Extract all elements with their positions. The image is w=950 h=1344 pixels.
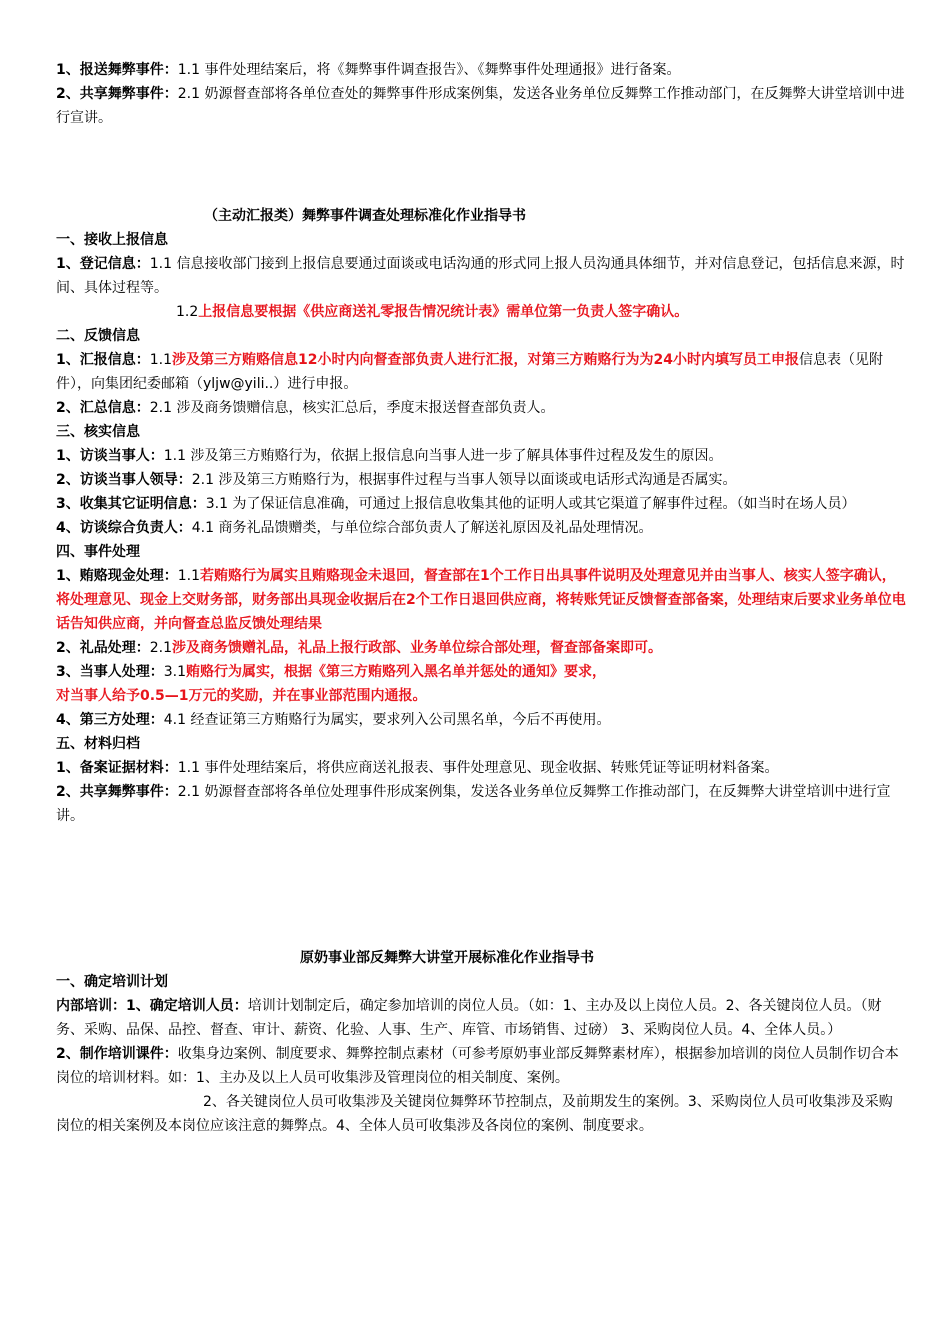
heading-verify: 三、核实信息 <box>56 424 140 440</box>
num: 2.1 <box>149 640 173 656</box>
num: 1.2 <box>176 304 199 320</box>
section-2-title: （主动汇报类）舞弊事件调查处理标准化作业指导书 <box>204 208 526 224</box>
label: 内部培训：1、确定培训人员： <box>56 998 248 1014</box>
section-2 <box>56 204 906 828</box>
label: 1、备案证据材料： <box>56 760 178 776</box>
text: 2.1 涉及第三方贿赂行为，根据事件过程与当事人领导以面谈或电话形式沟通是否属实。 <box>191 472 737 488</box>
red-text: 涉及商务馈赠礼品，礼品上报行政部、业务单位综合部处理，督查部备案即可。 <box>172 640 663 656</box>
section-1 <box>56 58 906 130</box>
label: 3、收集其它证明信息： <box>56 496 206 512</box>
heading-training-plan: 一、确定培训计划 <box>56 974 168 990</box>
text: 4.1 商务礼品馈赠类，与单位综合部负责人了解送礼原因及礼品处理情况。 <box>191 520 653 536</box>
label: 2、礼品处理： <box>56 640 150 656</box>
para-party-handling <box>56 660 906 684</box>
label: 1、报送舞弊事件： <box>56 62 178 78</box>
para-register-2 <box>56 300 906 324</box>
label: 4、访谈综合负责人： <box>56 520 192 536</box>
label: 1、登记信息： <box>56 256 150 272</box>
num: 1.1 <box>177 568 201 584</box>
num: 3.1 <box>163 664 187 680</box>
label: 2、共享舞弊事件： <box>56 784 178 800</box>
para-share-cases <box>56 780 906 828</box>
para-interview-admin <box>56 516 906 540</box>
para-third-party <box>56 708 906 732</box>
label: 3、当事人处理： <box>56 664 164 680</box>
text: 1.1 信息接收部门接到上报信息要通过面谈或电话沟通的形式同上报人员沟通具体细节，并对信息登记，包括信息来源，时间、具体过程等。 <box>56 256 905 296</box>
text: 3.1 为了保证信息准确，可通过上报信息收集其他的证明人或其它渠道了解事件过程。（如当时在场人员） <box>205 496 856 512</box>
label: 2、共享舞弊事件： <box>56 86 178 102</box>
para-report-fraud <box>56 58 906 82</box>
red-text: 涉及第三方贿赂信息12小时内向督查部负责人进行汇报，对第三方贿赂行为为24小时内填写员工申报 <box>172 352 799 368</box>
section-3-title: 原奶事业部反舞弊大讲堂开展标准化作业指导书 <box>300 950 594 966</box>
text: 信息表（见附件），向集团纪委邮箱（yljw@yili..）进行申报。 <box>56 352 883 392</box>
text: 2.1 奶源督查部将各单位处理事件形成案例集，发送各业务单位反舞弊工作推动部门，在反舞弊大讲堂培训中进行宣讲。 <box>56 784 891 824</box>
para-training-material-2: 2、各关键岗位人员可收集涉及关键岗位舞弊环节控制点，及前期发生的案例。3、采购岗位人员可收集涉及采购岗位的相关案例及本岗位应该注意的舞弊点。4、全体人员可收集涉及各岗位的案例、制度要求。 <box>56 1094 893 1134</box>
para-interview-leader <box>56 468 906 492</box>
text: 1.1 涉及第三方贿赂行为，依据上报信息向当事人进一步了解具体事件过程及发生的原因。 <box>163 448 723 464</box>
text: 2.1 涉及商务馈赠信息，核实汇总后，季度末报送督查部负责人。 <box>149 400 555 416</box>
para-training-people <box>56 994 906 1042</box>
num: 1.1 <box>149 352 173 368</box>
heading-archive: 五、材料归档 <box>56 736 140 752</box>
para-interview-party <box>56 444 906 468</box>
para-share-fraud <box>56 82 906 130</box>
para-gift-handling <box>56 636 906 660</box>
text: 1.1 事件处理结案后，将《舞弊事件调查报告》、《舞弊事件处理通报》进行备案。 <box>177 62 681 78</box>
heading-receive: 一、接收上报信息 <box>56 232 168 248</box>
red-text: 上报信息要根据《供应商送礼零报告情况统计表》需单位第一负责人签字确认。 <box>198 304 689 320</box>
text: 2.1 奶源督查部将各单位查处的舞弊事件形成案例集，发送各业务单位反舞弊工作推动部门，在反舞弊大讲堂培训中进行宣讲。 <box>56 86 905 126</box>
label: 1、汇报信息： <box>56 352 150 368</box>
label: 1、贿赂现金处理： <box>56 568 178 584</box>
para-bribe-cash <box>56 564 906 636</box>
text: 培训计划制定后，确定参加培训的岗位人员。（如：1、主办及以上岗位人员。2、各关键岗位人员。（财务、采购、品保、品控、督查、审计、薪资、化验、人事、生产、库管、市场销售、过磅） 3、采购岗位人员。4、全体人员。） <box>56 998 882 1038</box>
para-register <box>56 252 906 300</box>
para-training-material <box>56 1042 906 1090</box>
heading-handling: 四、事件处理 <box>56 544 140 560</box>
text: 收集身边案例、制度要求、舞弊控制点素材（可参考原奶事业部反舞弊素材库），根据参加培训的岗位人员制作切合本岗位的培训材料。如：1、主办及以上人员可收集涉及管理岗位的相关制度、案例。 <box>56 1046 899 1086</box>
label: 1、访谈当事人： <box>56 448 164 464</box>
para-party-handling-2: 对当事人给予0.5—1万元的奖励，并在事业部范围内通报。 <box>56 688 427 704</box>
section-3 <box>56 946 906 1138</box>
heading-feedback: 二、反馈信息 <box>56 328 140 344</box>
red-text: 若贿赂行为属实且贿赂现金未退回，督查部在1个工作日出具事件说明及处理意见并由当事人、核实人签字确认，将处理意见、现金上交财务部，财务部出具现金收据后在2个工作日退回供应商，将转账凭证反馈督查部备案，处理结束后要求业务单位电话告知供应商，并向督查总监反馈处理结果 <box>56 568 906 632</box>
red-text: 贿赂行为属实，根据《第三方贿赂列入黑名单并惩处的通知》要求， <box>186 664 607 680</box>
label: 2、制作培训课件： <box>56 1046 178 1062</box>
para-collect-evidence <box>56 492 906 516</box>
text: 1.1 事件处理结案后，将供应商送礼报表、事件处理意见、现金收据、转账凭证等证明材料备案。 <box>177 760 779 776</box>
para-summary <box>56 396 906 420</box>
text: 4.1 经查证第三方贿赂行为属实，要求列入公司黑名单，今后不再使用。 <box>163 712 611 728</box>
para-report-info <box>56 348 906 396</box>
label: 2、访谈当事人领导： <box>56 472 192 488</box>
label: 4、第三方处理： <box>56 712 164 728</box>
para-archive-evidence <box>56 756 906 780</box>
document-page <box>56 58 906 1138</box>
label: 2、汇总信息： <box>56 400 150 416</box>
